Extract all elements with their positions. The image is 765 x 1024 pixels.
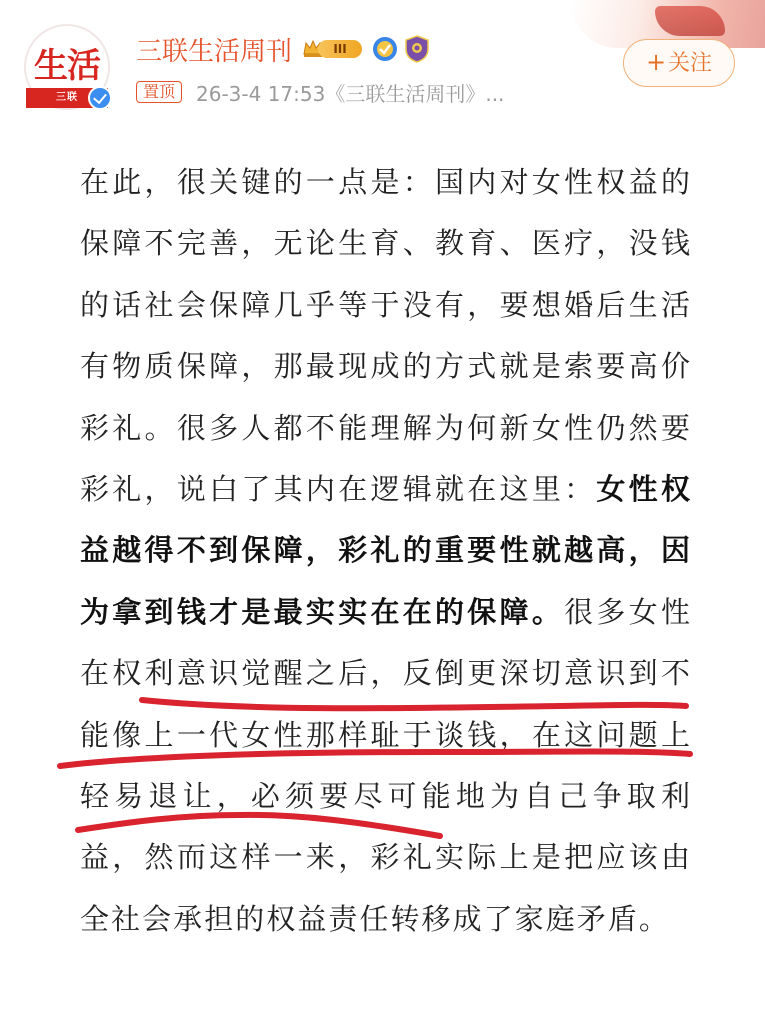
vip-badge[interactable] [302,36,364,62]
blue-v-icon[interactable] [372,36,398,62]
post-text-after: 很多女性在权利意识觉醒之后，反倒更深切意识到不能像上一代女性那样耻于谈钱，在这问题上轻易退让，必须要尽可能地为自己争取利益，然而这样一来，彩礼实际上是把应该由全社会承担的权益责任转移成了家庭矛盾。 [80,594,692,936]
post-text-before: 在此，很关键的一点是：国内对女性权益的保障不完善，无论生育、教育、医疗，没钱的话社会保障几乎等于没有，要想婚后生活有物质保障，那最现成的方式就是索要高价彩礼。很多人都不能理解为何新女性仍然要彩礼，说白了其内在逻辑就在这里： [80,165,692,507]
plus-icon: + [645,48,667,76]
post-text-bold: 女性权益越得不到保障，彩礼的重要性就越高，因为拿到钱才是最实实在在的保障。 [80,472,692,629]
post-body [80,152,692,950]
avatar-logo-subtext: 三联LIFEWEEK [26,88,108,108]
account-name[interactable]: 三联生活周刊 [136,36,293,67]
follow-label: 关注 [668,51,713,76]
post-text [80,152,692,950]
post-header [0,0,765,123]
account-name-row [136,32,430,66]
post-meta-row [136,78,504,106]
avatar-logo-text: 生活 [34,46,100,86]
follow-button[interactable] [623,39,735,87]
post-timestamp-source: 26-3-4 17:53《三联生活周刊》... [196,81,505,106]
shield-icon[interactable] [404,35,430,63]
verified-icon [88,86,112,110]
pinned-badge: 置顶 [136,81,182,103]
vip-level-label: III [318,40,362,58]
